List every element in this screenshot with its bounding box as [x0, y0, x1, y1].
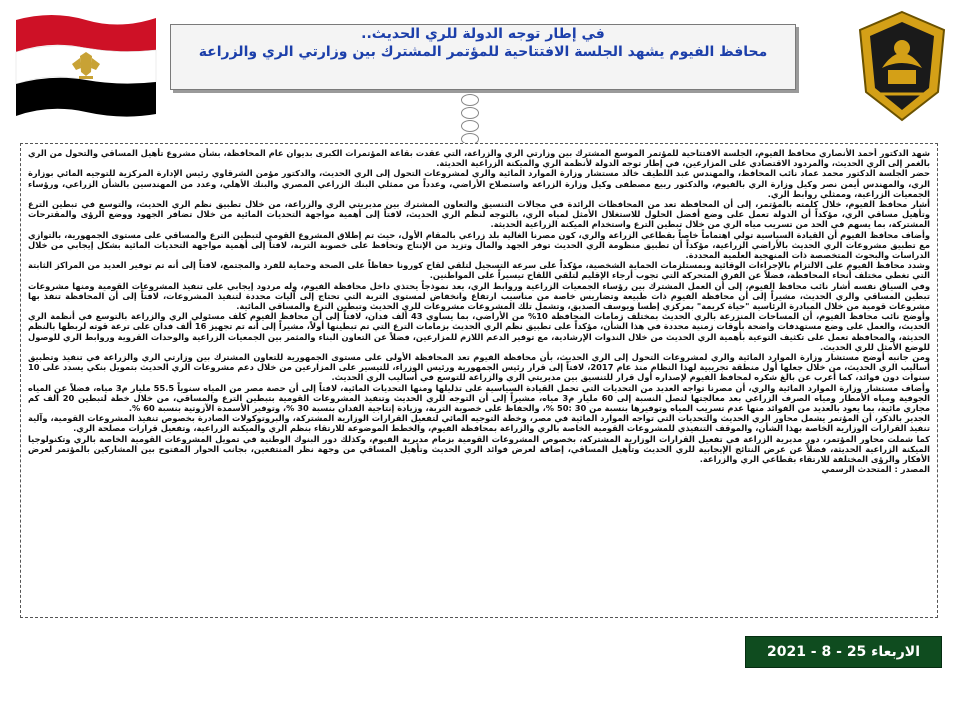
article-body: [28, 148, 930, 611]
article-paragraph: شهد الدكتور أحمد الأنصاري محافظ الفيوم، الجلسة الافتتاحية للمؤتمر الموسع المشترك بين وزارتي الري والزراعة، التي عقدت بقاعة المؤتمرات الكبرى بديوان عام المحافظة، بشأن مشروع تأهيل المساقي والتحول من الري بالغمر إلى الري الحديث، والمردود الاقتصادي على المزارعين، في إطار توجه الدولة لأنظمة الري والميكنة الزراعية الحديثة.: [28, 148, 930, 169]
date-bar: [745, 636, 942, 668]
binder-ring: [461, 120, 479, 132]
article-paragraph: الجدير بالذكر، أن المؤتمر يشمل محاور الري الحديث والتحديات التي تواجه الموارد المائية في مصر، وخطة التوجيه المائي لتفعيل القرارات الوزارية المشتركة، والبروتوكولات الصادرة بخصوص تنفيذ المشروعات القومية، وآلية تنفيذ القرارات الوزارية الخاصة بهذا الشأن، والموقف التنفيذي للمشروعات القومية الخاصة بالري والزراعة بمحافظة الفيوم، والخطط الموضوعة للارتقاء بنظم الري والميكنة الزراعية، وتفعيل قرارات مصلحة الري.: [28, 413, 930, 434]
article-source: المصدر : المتحدث الرسمي: [821, 464, 930, 475]
headline-line-1: في إطار توجه الدولة للري الحديث..: [361, 26, 605, 42]
article-paragraph: كما شملت محاور المؤتمر، دور مديرية الزراعة في تفعيل القرارات الوزارية المشتركة، بخصوص المشروعات القومية بزمام مديرية الفيوم، وكذلك دور البنوك الوطنية في تمويل المشروعات القومية الخاصة بالري وتكنولوجيا الميكنة الزراعية الحديثة، فضلاً عن عرض النتائج الإيجابية للري الحديث وتأهيل المساقي، إضافة لعرض فوائد الري الحديث وتأهيل المساقي من وجهة نظر المنتفعين، بجانب الحوار المفتوح بين المشاركين بالمؤتمر لعرض الأفكار والرؤى المختلفة للارتقاء بقطاعي الري والزراعة.: [28, 433, 930, 465]
article-paragraph: وفي السياق نفسه أشار نائب محافظ الفيوم، إلى أن العمل المشترك بين رؤساء الجمعيات الزراعية وروابط الري، يعد نموذجاً يحتذي داخل محافظة الفيوم، وله مردود إيجابي على تنفيذ المشروعات القومية ومنها مشروعات تبطين المساقي والري الحديث، مشيراً إلى أن محافظة الفيوم ذات طبيعة وتضاريس خاصة من مناسيب ارتفاع وانخفاض لمستوى التربة التي تحتاج إلى آليات محددة لتنفيذ المشروعات، لافتاً إلى أن المحافظة تنفذ بها مشروعات قومية من خلال المبادرة الرئاسية "حياة كريمة" بمركزي إطسا ويوسف الصديق، وتشمل تلك المشروعات مشروعات للري الحديث وتبطين الترع والمساقي المائية.: [28, 280, 930, 312]
article-paragraph: ومن جانبه أوضح مستشار وزارة الموارد المائية والري لمشروعات التحول إلى الري الحديث، بأن محافظة الفيوم تعد المحافظة الأولى على مستوى الجمهورية للتعاون المشترك بين وزارتي الري والزراعة في تنفيذ وتطبيق أساليب الري الحديث، من خلال جعلها أول منطقة تجريبية لهذا النظام منذ عام 2017، لافتاً إلى قرار رئيس الجمهورية ورئيس الوزراء، للتيسير على المزارعين من خلال دعم مشروعات الري الحديث بتمويل بنكي يسدد على 10 سنوات دون فوائد، كما أعرب عن بالغ شكره لمحافظ الفيوم لإصداره أول قرار للتنسيق بين مديريتي الري والزراعة للتوسع في أساليب الري الحديث.: [28, 352, 930, 383]
article-paragraph: حضر الجلسة الدكتور محمد عماد نائب المحافظ، والمهندس عبد اللطيف خالد مستشار وزارة الموارد المائية والري لمشروعات التحول إلى الري الحديث، والدكتور مؤمن الشرقاوي رئيس الإدارة المركزية للتوجيه المائي بوزارة الري، والمهندس أيمن نصر وكيل وزارة الري بالفيوم، والدكتور ربيع مصطفى وكيل وزارة الزراعة واستصلاح الأراضي، وعدداً من ممثلي البنك الزراعي المصري والبنك الأهلي، وعدد من المهندسين بالشأن الزراعي، ورؤساء الجمعيات الزراعية، وممثلي روابط الري.: [28, 168, 930, 199]
egypt-flag-icon: [12, 10, 160, 122]
binder-ring: [461, 94, 479, 106]
article-paragraph: وأضاف محافظ الفيوم أن القيادة السياسية تولي اهتماماً خاصاً بقطاعي الزراعة والري، كون مصرنا الغالية بلد زراعي بالمقام الأول، حيث تم إطلاق المشروع القومي لتبطين الترع والمساقي على مستوى الجمهورية، بالتوازي مع تطبيق مشروعات الري الحديث بالأراضي الزراعية، مؤكداً أن تطبيق منظومة الري الحديث توفر الجهد والمال وتزيد من الإنتاج وتحافظ على خصوبة التربة، لافتاً إلى أهمية مواجهة التحديات المائية بشكل إيجابي من خلال الدراسات والبحوث المتخصصة ذات المنهجية العلمية المحددة.: [28, 229, 930, 261]
ministry-logo-icon: [852, 8, 952, 126]
article-paragraph: وأضاف مستشار وزارة الموارد المائية والري، أن مصرنا تواجه العديد من التحديات التي تحمل القيادة السياسية على تذليلها ومنها التحديات المائية، لافتاً إلى أن حصة مصر من المياه سنوياً 55.5 مليار م3 مياه، فضلاً عن المياه الجوفية ومياه الأمطار ومياه الصرف الزراعي بعد معالجتها لتصل النسبة إلى 60 مليار م3 مياه، مشيراً إلى أن التوجه للري الحديث وتنفيذ المشروعات القومية بتبطين الترع والمساقي، من خلال خطة لتبطين 20 ألف كم مجاري مائية، بما يعود بالعديد من الفوائد منها عدم تسريب المياه وتوفيرها بنسبة من 30 :50 %، والحفاظ على خصوبة التربة، وزيادة إنتاجية الفدان بنسبة 30 %، وتوفير الأسمدة الآزوتية بنسبة 60 %.: [28, 382, 930, 414]
binder-ring: [461, 107, 479, 119]
article-paragraph: وأوضح نائب محافظ الفيوم، أن المساحات المنزرعة بالري الحديث بمختلف زمامات المحافظة 10% من الأراضي، بما يساوي 43 ألف فدان، لافتاً إلى أن محافظ الفيوم كلف مسئولي الري والزراعة بالتوسع في أنظمة الري الحديث، والعمل على وضع مستهدفات واضحة بأوقات زمنية محددة في هذا الشأن، مؤكداً على تطبيق نظم الري الحديث بزمامات الترع التي تم تبطينها أولاً، مشيراً إلى أنه تم تجهيز 16 ألف فدان على ترعة قوته لربطها بالنظم الحديثة، والمحافظة تعمل على تكثيف التوعية بأهمية الري الحديث من خلال الندوات الإرشادية، مع توفير الدعم اللازم للمزارعين، فضلاً عن التعاون البناء والمثمر بين الجمعيات الزراعية والوحدات القروية وروابط الري للوصول للوضع الأمثل للري الحديث.: [28, 311, 930, 352]
publish-date: الاربعاء 25 - 8 - 2021: [766, 644, 921, 660]
headline-box: [170, 24, 796, 90]
headline-line-2: محافظ الفيوم يشهد الجلسة الافتتاحية للمؤتمر المشترك بين وزارتي الري والزراعة: [198, 44, 768, 60]
article-paragraph: أشار محافظ الفيوم، خلال كلمته بالمؤتمر، إلى أن المحافظة تعد من المحافظات الرائدة في مجالات التنسيق والتعاون المشترك بين مديريتي الري والزراعة، من خلال تطبيق نظم الري الحديث، والتوسع في تبطين الترع وتأهيل مساقي الري، مؤكداً أن الدولة تعمل على وضع أفضل الحلول للاستغلال الأمثل لمياه الري، بالتوجه لنظم الري الحديث، لافتاً إلى أهمية مواجهة التحديات المائية من خلال تضافر الجهود ووضع الرؤى والمقترحات المشتركة، بما يسهم في الحد من تسريب مياه الري من خلال تبطين الترع واستخدام الميكنة الزراعية الحديثة.: [28, 199, 930, 230]
article-paragraph: وشدد محافظ الفيوم على الالتزام بالإجراءات الوقائية وبمستلزمات الحماية الشخصية، مؤكداً على سرعة التسجيل لتلقي لقاح كورونا حفاظاً على الصحة وحماية للفرد والمجتمع، لافتاً إلى أنه تم توفير العديد من المراكز الثابتة التي تغطي مختلف أنحاء المحافظة، فضلاً عن الفرق المتحركة التي تجوب أرجاء الإقليم لتلقي اللقاح تيسيراً على المواطنين.: [28, 260, 930, 281]
